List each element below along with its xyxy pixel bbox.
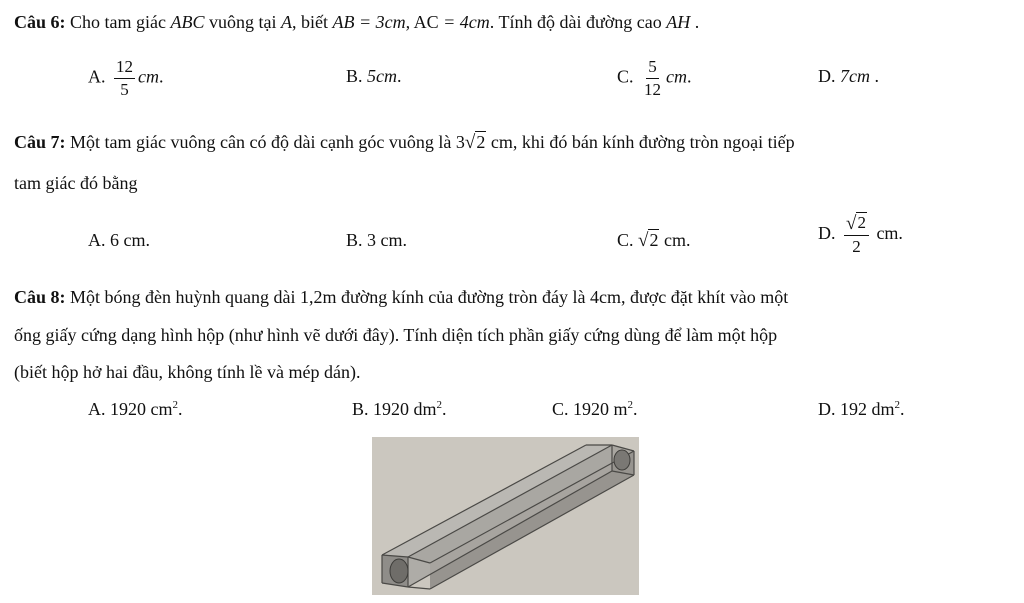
q7-option-c-unit: cm. <box>663 230 691 250</box>
q8-option-a-letter: A. <box>88 399 106 419</box>
q6-option-c-letter: C. <box>617 66 634 87</box>
q7-option-a-text: 6 cm. <box>110 230 150 250</box>
q6-option-a-den: 5 <box>120 80 129 99</box>
q7-option-a <box>88 228 150 252</box>
q8-option-b-text: 1920 dm <box>373 399 437 419</box>
q8-option-b-sup: 2 <box>436 399 443 411</box>
q6-text-e: . <box>694 12 700 32</box>
q8-option-d-sup: 2 <box>894 399 901 411</box>
q6-option-c-num: 5 <box>646 56 659 79</box>
q8-option-c: C. 1920 $m^2$. <box>552 399 638 419</box>
question-7-line-1 <box>14 130 795 154</box>
q7-option-b <box>346 228 407 252</box>
q6-option-c: C. $\frac{5}{12}$ cm. <box>617 57 692 99</box>
q6-ac-eq: = 4cm <box>443 12 490 32</box>
q7-text-a: Một tam giác vuông cân có độ dài cạnh góc vuông là <box>70 132 452 152</box>
q6-option-a-fraction <box>114 56 135 101</box>
q6-option-d-letter: D. <box>818 66 836 86</box>
q6-option-b: B. 5cm. <box>346 66 402 86</box>
q6-ah: AH <box>666 12 691 32</box>
q7-coef: 3 <box>455 132 465 152</box>
q7-option-d-letter: D. <box>818 223 836 244</box>
question-7-label: Câu 7: <box>14 132 66 152</box>
q8-option-b: B. 1920 $dm^2$. <box>352 399 447 419</box>
q6-text-a: Cho tam giác <box>70 12 166 32</box>
q7-option-d-unit: cm. <box>876 223 903 244</box>
q6-option-a: A. $\frac{12}{5}$ cm. <box>88 57 164 99</box>
q6-text-b: vuông tại <box>209 12 277 32</box>
q7-sqrt: √ 2 <box>464 132 486 153</box>
q6-option-b-letter: B. <box>346 66 363 86</box>
question-6-label: Câu 6: <box>14 12 66 32</box>
q6-option-a-letter: A. <box>88 66 106 87</box>
question-8-line-3: (biết hộp hở hai đầu, không tính lề và mép dán). <box>14 362 361 382</box>
q7-option-a-letter: A. <box>88 230 106 250</box>
q6-option-a-num: 12 <box>114 56 135 79</box>
question-8-line-2: ống giấy cứng dạng hình hộp (như hình vẽ dưới đây). Tính diện tích phần giấy cứng dùng để làm một hộp <box>14 325 778 345</box>
q7-option-c-rad: 2 <box>649 230 659 250</box>
q8-option-a-sup: 2 <box>172 399 178 411</box>
question-8-line-1 <box>14 285 788 309</box>
q7-option-d-sqrt: √ 2 <box>846 213 866 234</box>
q8-option-b-letter: B. <box>352 399 369 419</box>
q8-option-c-text: 1920 m <box>573 399 628 419</box>
q6-option-c-unit: cm <box>666 66 688 87</box>
q8-option-a: A. 1920 $cm^2$. <box>88 399 183 419</box>
q6-option-c-den: 12 <box>644 80 662 99</box>
q7-option-b-text: 3 cm. <box>367 230 408 250</box>
q6-text-c: , biết <box>292 12 328 32</box>
q6-text-d: . Tính độ dài đường cao <box>489 12 662 32</box>
question-6-text <box>14 10 699 34</box>
q7-option-d <box>818 212 903 258</box>
box-tube-drawing <box>372 437 639 595</box>
q6-option-c-fraction <box>642 56 663 101</box>
q7-option-c <box>617 228 690 252</box>
q7-option-d-fraction <box>844 212 869 258</box>
q8-option-d: D. 192 $dm^2$. <box>818 399 905 419</box>
q7-option-d-rad: 2 <box>857 213 866 232</box>
q6-option-d-text: 7cm <box>840 66 870 86</box>
q6-ac-label: AC <box>413 12 439 32</box>
q6-a: A <box>281 12 292 32</box>
q8-option-d-letter: D. <box>818 399 836 419</box>
q7-rad: 2 <box>476 132 486 152</box>
q7-text-b: cm, khi đó bán kính đường tròn ngoại tiếp <box>490 132 795 152</box>
q6-option-b-text: 5cm <box>367 66 398 86</box>
q8-option-c-letter: C. <box>552 399 569 419</box>
box-tube-figure <box>372 437 639 595</box>
q7-option-d-den: 2 <box>852 237 861 256</box>
question-7-line-2: tam giác đó bằng <box>14 173 138 193</box>
q7-option-c-sqrt: √ 2 <box>638 230 659 251</box>
q6-ab-eq: AB = 3cm, <box>332 12 411 32</box>
q8-option-a-text: 1920 cm <box>110 399 173 419</box>
q6-option-d: D. 7cm . <box>818 66 879 86</box>
question-8-label: Câu 8: <box>14 287 66 307</box>
q6-abc: ABC <box>170 12 205 32</box>
q6-option-a-unit: cm <box>138 66 159 87</box>
q7-option-b-letter: B. <box>346 230 363 250</box>
q7-option-c-letter: C. <box>617 230 634 250</box>
q8-option-c-sup: 2 <box>627 399 634 411</box>
q8-line1-text: Một bóng đèn huỳnh quang dài 1,2m đường kính của đường tròn đáy là 4cm, được đặt khít vào một <box>70 287 789 307</box>
q8-option-d-text: 192 dm <box>840 399 895 419</box>
